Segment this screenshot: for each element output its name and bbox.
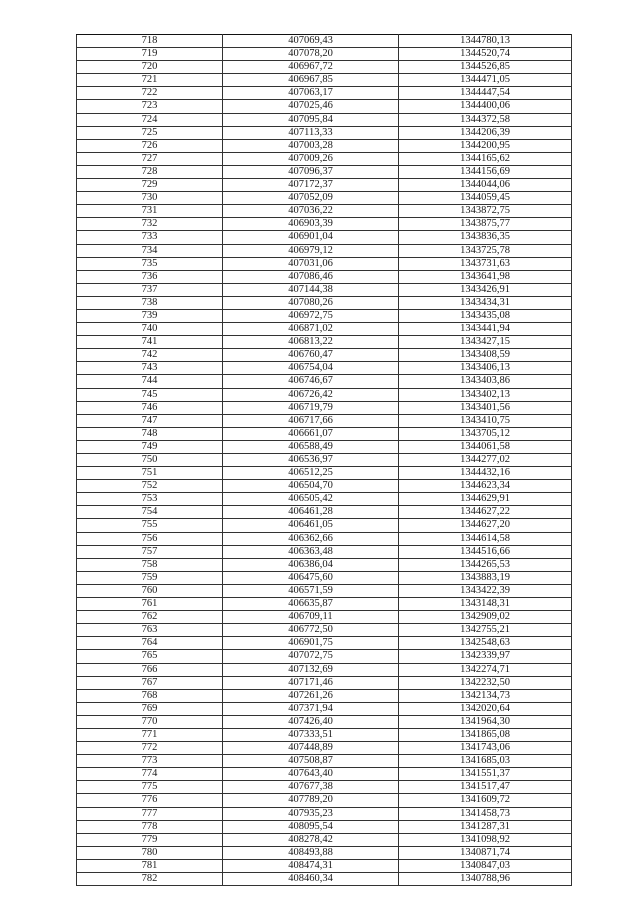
point-number-cell: 747: [77, 414, 223, 427]
y-coordinate-cell: 1341458,73: [399, 807, 572, 820]
y-coordinate-cell: 1343434,31: [399, 296, 572, 309]
table-row: [77, 480, 572, 493]
y-coordinate-cell: 1343426,91: [399, 283, 572, 296]
x-coordinate-cell: 407063,17: [223, 87, 399, 100]
point-number-cell: 775: [77, 781, 223, 794]
y-coordinate-cell: 1340871,74: [399, 846, 572, 859]
x-coordinate-cell: 407333,51: [223, 728, 399, 741]
point-number-cell: 741: [77, 336, 223, 349]
x-coordinate-cell: 407009,26: [223, 152, 399, 165]
y-coordinate-cell: 1341551,37: [399, 768, 572, 781]
x-coordinate-cell: 407448,89: [223, 742, 399, 755]
y-coordinate-cell: 1344400,06: [399, 100, 572, 113]
x-coordinate-cell: 406903,39: [223, 218, 399, 231]
y-coordinate-cell: 1343422,39: [399, 584, 572, 597]
y-coordinate-cell: 1343403,86: [399, 375, 572, 388]
table-row: [77, 349, 572, 362]
point-number-cell: 735: [77, 257, 223, 270]
point-number-cell: 780: [77, 846, 223, 859]
table-row: [77, 152, 572, 165]
table-row: [77, 179, 572, 192]
table-row: [77, 676, 572, 689]
point-number-cell: 740: [77, 323, 223, 336]
table-row: [77, 231, 572, 244]
point-number-cell: 749: [77, 440, 223, 453]
x-coordinate-cell: 408460,34: [223, 873, 399, 886]
point-number-cell: 743: [77, 362, 223, 375]
x-coordinate-cell: 407789,20: [223, 794, 399, 807]
y-coordinate-cell: 1344780,13: [399, 35, 572, 48]
x-coordinate-cell: 407095,84: [223, 113, 399, 126]
point-number-cell: 782: [77, 873, 223, 886]
table-row: [77, 558, 572, 571]
x-coordinate-cell: 407426,40: [223, 715, 399, 728]
point-number-cell: 763: [77, 624, 223, 637]
point-number-cell: 776: [77, 794, 223, 807]
table-row: [77, 35, 572, 48]
table-row: [77, 414, 572, 427]
x-coordinate-cell: 406461,05: [223, 519, 399, 532]
y-coordinate-cell: 1344629,91: [399, 493, 572, 506]
x-coordinate-cell: 406362,66: [223, 532, 399, 545]
y-coordinate-cell: 1344471,05: [399, 74, 572, 87]
x-coordinate-cell: 406754,04: [223, 362, 399, 375]
point-number-cell: 772: [77, 742, 223, 755]
point-number-cell: 744: [77, 375, 223, 388]
point-number-cell: 773: [77, 755, 223, 768]
point-number-cell: 718: [77, 35, 223, 48]
table-row: [77, 270, 572, 283]
point-number-cell: 753: [77, 493, 223, 506]
point-number-cell: 779: [77, 833, 223, 846]
table-row: [77, 650, 572, 663]
point-number-cell: 733: [77, 231, 223, 244]
x-coordinate-cell: 407113,33: [223, 126, 399, 139]
y-coordinate-cell: 1341964,30: [399, 715, 572, 728]
point-number-cell: 760: [77, 584, 223, 597]
table-row: [77, 689, 572, 702]
table-row: [77, 742, 572, 755]
point-number-cell: 724: [77, 113, 223, 126]
point-number-cell: 722: [77, 87, 223, 100]
x-coordinate-cell: 408278,42: [223, 833, 399, 846]
y-coordinate-cell: 1344627,20: [399, 519, 572, 532]
point-number-cell: 723: [77, 100, 223, 113]
y-coordinate-cell: 1342134,73: [399, 689, 572, 702]
x-coordinate-cell: 406719,79: [223, 401, 399, 414]
y-coordinate-cell: 1342020,64: [399, 702, 572, 715]
point-number-cell: 748: [77, 427, 223, 440]
y-coordinate-cell: 1343148,31: [399, 598, 572, 611]
x-coordinate-cell: 407096,37: [223, 165, 399, 178]
point-number-cell: 728: [77, 165, 223, 178]
point-number-cell: 761: [77, 598, 223, 611]
table-row: [77, 467, 572, 480]
table-row: [77, 859, 572, 872]
y-coordinate-cell: 1342274,71: [399, 663, 572, 676]
y-coordinate-cell: 1343408,59: [399, 349, 572, 362]
table-row: [77, 257, 572, 270]
point-number-cell: 777: [77, 807, 223, 820]
y-coordinate-cell: 1343402,13: [399, 388, 572, 401]
y-coordinate-cell: 1343725,78: [399, 244, 572, 257]
x-coordinate-cell: 407371,94: [223, 702, 399, 715]
y-coordinate-cell: 1344526,85: [399, 61, 572, 74]
y-coordinate-cell: 1342339,97: [399, 650, 572, 663]
table-row: [77, 74, 572, 87]
table-row: [77, 545, 572, 558]
y-coordinate-cell: 1343875,77: [399, 218, 572, 231]
x-coordinate-cell: 407677,38: [223, 781, 399, 794]
point-number-cell: 781: [77, 859, 223, 872]
point-number-cell: 752: [77, 480, 223, 493]
x-coordinate-cell: 406760,47: [223, 349, 399, 362]
x-coordinate-cell: 407935,23: [223, 807, 399, 820]
table-row: [77, 846, 572, 859]
table-row: [77, 493, 572, 506]
y-coordinate-cell: 1344623,34: [399, 480, 572, 493]
x-coordinate-cell: 406505,42: [223, 493, 399, 506]
table-row: [77, 611, 572, 624]
point-number-cell: 726: [77, 139, 223, 152]
point-number-cell: 729: [77, 179, 223, 192]
y-coordinate-cell: 1341685,03: [399, 755, 572, 768]
x-coordinate-cell: 406979,12: [223, 244, 399, 257]
point-number-cell: 742: [77, 349, 223, 362]
table-row: [77, 139, 572, 152]
x-coordinate-cell: 406363,48: [223, 545, 399, 558]
y-coordinate-cell: 1343731,63: [399, 257, 572, 270]
table-row: [77, 218, 572, 231]
y-coordinate-cell: 1343427,15: [399, 336, 572, 349]
table-row: [77, 584, 572, 597]
point-number-cell: 719: [77, 48, 223, 61]
y-coordinate-cell: 1344614,58: [399, 532, 572, 545]
y-coordinate-cell: 1344520,74: [399, 48, 572, 61]
table-row: [77, 637, 572, 650]
y-coordinate-cell: 1343410,75: [399, 414, 572, 427]
x-coordinate-cell: 406813,22: [223, 336, 399, 349]
point-number-cell: 764: [77, 637, 223, 650]
point-number-cell: 768: [77, 689, 223, 702]
point-number-cell: 721: [77, 74, 223, 87]
y-coordinate-cell: 1342909,02: [399, 611, 572, 624]
y-coordinate-cell: 1340788,96: [399, 873, 572, 886]
x-coordinate-cell: 407643,40: [223, 768, 399, 781]
x-coordinate-cell: 407171,46: [223, 676, 399, 689]
x-coordinate-cell: 407078,20: [223, 48, 399, 61]
x-coordinate-cell: 406709,11: [223, 611, 399, 624]
point-number-cell: 767: [77, 676, 223, 689]
table-row: [77, 283, 572, 296]
coordinate-table: [76, 34, 572, 886]
x-coordinate-cell: 407508,87: [223, 755, 399, 768]
table-row: [77, 100, 572, 113]
x-coordinate-cell: 406967,72: [223, 61, 399, 74]
x-coordinate-cell: 406571,59: [223, 584, 399, 597]
table-row: [77, 781, 572, 794]
y-coordinate-cell: 1343836,35: [399, 231, 572, 244]
y-coordinate-cell: 1341287,31: [399, 820, 572, 833]
x-coordinate-cell: 406512,25: [223, 467, 399, 480]
x-coordinate-cell: 407086,46: [223, 270, 399, 283]
x-coordinate-cell: 407072,75: [223, 650, 399, 663]
point-number-cell: 738: [77, 296, 223, 309]
x-coordinate-cell: 406901,75: [223, 637, 399, 650]
table-row: [77, 755, 572, 768]
table-row: [77, 309, 572, 322]
x-coordinate-cell: 407144,38: [223, 283, 399, 296]
x-coordinate-cell: 406972,75: [223, 309, 399, 322]
table-row: [77, 126, 572, 139]
table-row: [77, 401, 572, 414]
table-row: [77, 833, 572, 846]
x-coordinate-cell: 406717,66: [223, 414, 399, 427]
y-coordinate-cell: 1341609,72: [399, 794, 572, 807]
point-number-cell: 725: [77, 126, 223, 139]
coordinate-table-page: [76, 34, 571, 886]
x-coordinate-cell: 408474,31: [223, 859, 399, 872]
point-number-cell: 771: [77, 728, 223, 741]
y-coordinate-cell: 1343441,94: [399, 323, 572, 336]
y-coordinate-cell: 1343435,08: [399, 309, 572, 322]
x-coordinate-cell: 406461,28: [223, 506, 399, 519]
y-coordinate-cell: 1340847,03: [399, 859, 572, 872]
x-coordinate-cell: 406635,87: [223, 598, 399, 611]
y-coordinate-cell: 1344432,16: [399, 467, 572, 480]
table-row: [77, 571, 572, 584]
table-row: [77, 48, 572, 61]
x-coordinate-cell: 406386,04: [223, 558, 399, 571]
table-row: [77, 820, 572, 833]
point-number-cell: 727: [77, 152, 223, 165]
table-row: [77, 362, 572, 375]
y-coordinate-cell: 1344206,39: [399, 126, 572, 139]
x-coordinate-cell: 407036,22: [223, 205, 399, 218]
y-coordinate-cell: 1344044,06: [399, 179, 572, 192]
point-number-cell: 731: [77, 205, 223, 218]
point-number-cell: 745: [77, 388, 223, 401]
x-coordinate-cell: 406746,67: [223, 375, 399, 388]
table-row: [77, 702, 572, 715]
point-number-cell: 734: [77, 244, 223, 257]
point-number-cell: 732: [77, 218, 223, 231]
y-coordinate-cell: 1342548,63: [399, 637, 572, 650]
x-coordinate-cell: 408095,54: [223, 820, 399, 833]
y-coordinate-cell: 1344200,95: [399, 139, 572, 152]
point-number-cell: 730: [77, 192, 223, 205]
x-coordinate-cell: 407069,43: [223, 35, 399, 48]
x-coordinate-cell: 406588,49: [223, 440, 399, 453]
table-row: [77, 768, 572, 781]
table-row: [77, 388, 572, 401]
y-coordinate-cell: 1341743,06: [399, 742, 572, 755]
table-row: [77, 192, 572, 205]
y-coordinate-cell: 1344516,66: [399, 545, 572, 558]
coordinate-table-body: [77, 35, 572, 886]
point-number-cell: 736: [77, 270, 223, 283]
y-coordinate-cell: 1344165,62: [399, 152, 572, 165]
y-coordinate-cell: 1341517,47: [399, 781, 572, 794]
table-row: [77, 506, 572, 519]
x-coordinate-cell: 406901,04: [223, 231, 399, 244]
table-row: [77, 427, 572, 440]
table-row: [77, 454, 572, 467]
point-number-cell: 766: [77, 663, 223, 676]
y-coordinate-cell: 1344447,54: [399, 87, 572, 100]
y-coordinate-cell: 1342755,21: [399, 624, 572, 637]
table-row: [77, 244, 572, 257]
x-coordinate-cell: 408493,88: [223, 846, 399, 859]
table-row: [77, 323, 572, 336]
point-number-cell: 720: [77, 61, 223, 74]
y-coordinate-cell: 1344059,45: [399, 192, 572, 205]
point-number-cell: 759: [77, 571, 223, 584]
point-number-cell: 750: [77, 454, 223, 467]
y-coordinate-cell: 1344627,22: [399, 506, 572, 519]
point-number-cell: 751: [77, 467, 223, 480]
x-coordinate-cell: 406772,50: [223, 624, 399, 637]
point-number-cell: 755: [77, 519, 223, 532]
table-row: [77, 205, 572, 218]
x-coordinate-cell: 406661,07: [223, 427, 399, 440]
x-coordinate-cell: 407003,28: [223, 139, 399, 152]
table-row: [77, 624, 572, 637]
x-coordinate-cell: 407052,09: [223, 192, 399, 205]
x-coordinate-cell: 406726,42: [223, 388, 399, 401]
table-row: [77, 873, 572, 886]
y-coordinate-cell: 1343401,56: [399, 401, 572, 414]
point-number-cell: 739: [77, 309, 223, 322]
x-coordinate-cell: 406871,02: [223, 323, 399, 336]
y-coordinate-cell: 1343705,12: [399, 427, 572, 440]
table-row: [77, 375, 572, 388]
table-row: [77, 336, 572, 349]
y-coordinate-cell: 1344265,53: [399, 558, 572, 571]
table-row: [77, 715, 572, 728]
y-coordinate-cell: 1343641,98: [399, 270, 572, 283]
point-number-cell: 737: [77, 283, 223, 296]
point-number-cell: 762: [77, 611, 223, 624]
table-row: [77, 794, 572, 807]
y-coordinate-cell: 1344372,58: [399, 113, 572, 126]
table-row: [77, 807, 572, 820]
x-coordinate-cell: 406536,97: [223, 454, 399, 467]
y-coordinate-cell: 1343883,19: [399, 571, 572, 584]
x-coordinate-cell: 407080,26: [223, 296, 399, 309]
table-row: [77, 440, 572, 453]
point-number-cell: 756: [77, 532, 223, 545]
x-coordinate-cell: 407172,37: [223, 179, 399, 192]
table-row: [77, 165, 572, 178]
point-number-cell: 746: [77, 401, 223, 414]
x-coordinate-cell: 407132,69: [223, 663, 399, 676]
table-row: [77, 87, 572, 100]
y-coordinate-cell: 1344277,02: [399, 454, 572, 467]
table-row: [77, 519, 572, 532]
point-number-cell: 770: [77, 715, 223, 728]
x-coordinate-cell: 406967,85: [223, 74, 399, 87]
y-coordinate-cell: 1341098,92: [399, 833, 572, 846]
y-coordinate-cell: 1344156,69: [399, 165, 572, 178]
y-coordinate-cell: 1343406,13: [399, 362, 572, 375]
point-number-cell: 778: [77, 820, 223, 833]
point-number-cell: 769: [77, 702, 223, 715]
y-coordinate-cell: 1341865,08: [399, 728, 572, 741]
y-coordinate-cell: 1343872,75: [399, 205, 572, 218]
table-row: [77, 532, 572, 545]
point-number-cell: 765: [77, 650, 223, 663]
x-coordinate-cell: 407261,26: [223, 689, 399, 702]
table-row: [77, 663, 572, 676]
x-coordinate-cell: 406475,60: [223, 571, 399, 584]
table-row: [77, 728, 572, 741]
table-row: [77, 598, 572, 611]
y-coordinate-cell: 1344061,58: [399, 440, 572, 453]
x-coordinate-cell: 407025,46: [223, 100, 399, 113]
table-row: [77, 113, 572, 126]
point-number-cell: 754: [77, 506, 223, 519]
y-coordinate-cell: 1342232,50: [399, 676, 572, 689]
x-coordinate-cell: 406504,70: [223, 480, 399, 493]
point-number-cell: 757: [77, 545, 223, 558]
x-coordinate-cell: 407031,06: [223, 257, 399, 270]
point-number-cell: 774: [77, 768, 223, 781]
point-number-cell: 758: [77, 558, 223, 571]
table-row: [77, 296, 572, 309]
table-row: [77, 61, 572, 74]
